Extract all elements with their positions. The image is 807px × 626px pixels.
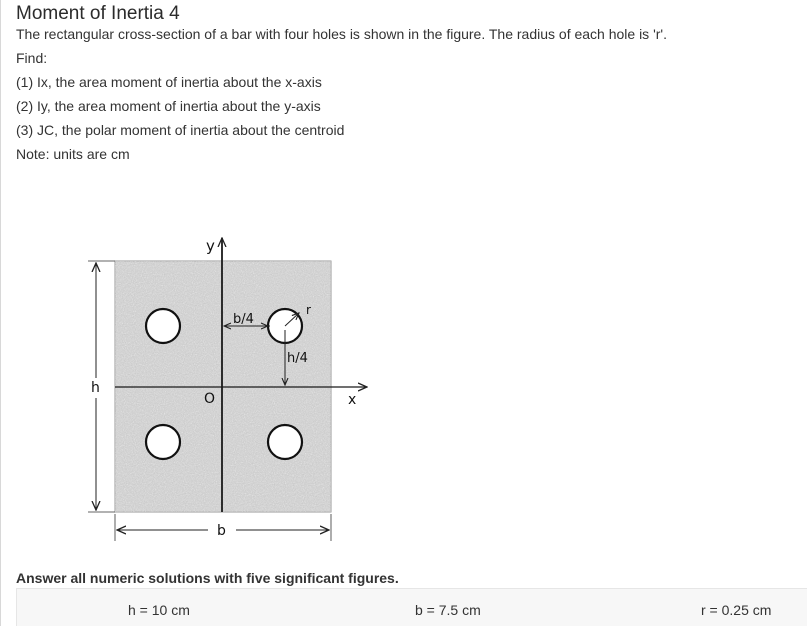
units-note: Note: units are cm	[16, 146, 130, 162]
hole-top-left	[146, 309, 180, 343]
param-b: b = 7.5 cm	[415, 602, 481, 618]
b-label: b	[217, 523, 226, 539]
problem-description: The rectangular cross-section of a bar with four holes is shown in the figure. The radius of each hole is 'r'.	[16, 26, 667, 42]
origin-label: O	[204, 391, 216, 407]
left-border	[0, 0, 1, 626]
parameters-table	[16, 588, 807, 626]
x-axis-label: x	[348, 392, 357, 408]
hole-bottom-left	[146, 425, 180, 459]
radius-label: r	[306, 303, 311, 317]
problem-title: Moment of Inertia 4	[16, 3, 180, 24]
y-axis-label: y	[206, 237, 215, 255]
find-label: Find:	[16, 50, 48, 66]
b-quarter-label: b/4	[233, 312, 254, 327]
hole-bottom-right	[268, 425, 302, 459]
answer-instructions: Answer all numeric solutions with five significant figures.	[16, 570, 399, 586]
param-r: r = 0.25 cm	[701, 602, 772, 618]
h-label: h	[91, 380, 100, 396]
find-item-3: (3) JC, the polar moment of inertia about the centroid	[16, 122, 345, 138]
cross-section-figure	[80, 230, 380, 550]
find-item-2: (2) Iy, the area moment of inertia about the y-axis	[16, 98, 321, 114]
h-quarter-label: h/4	[287, 351, 308, 366]
find-item-1: (1) Ix, the area moment of inertia about the x-axis	[16, 74, 322, 90]
param-h: h = 10 cm	[128, 602, 190, 618]
